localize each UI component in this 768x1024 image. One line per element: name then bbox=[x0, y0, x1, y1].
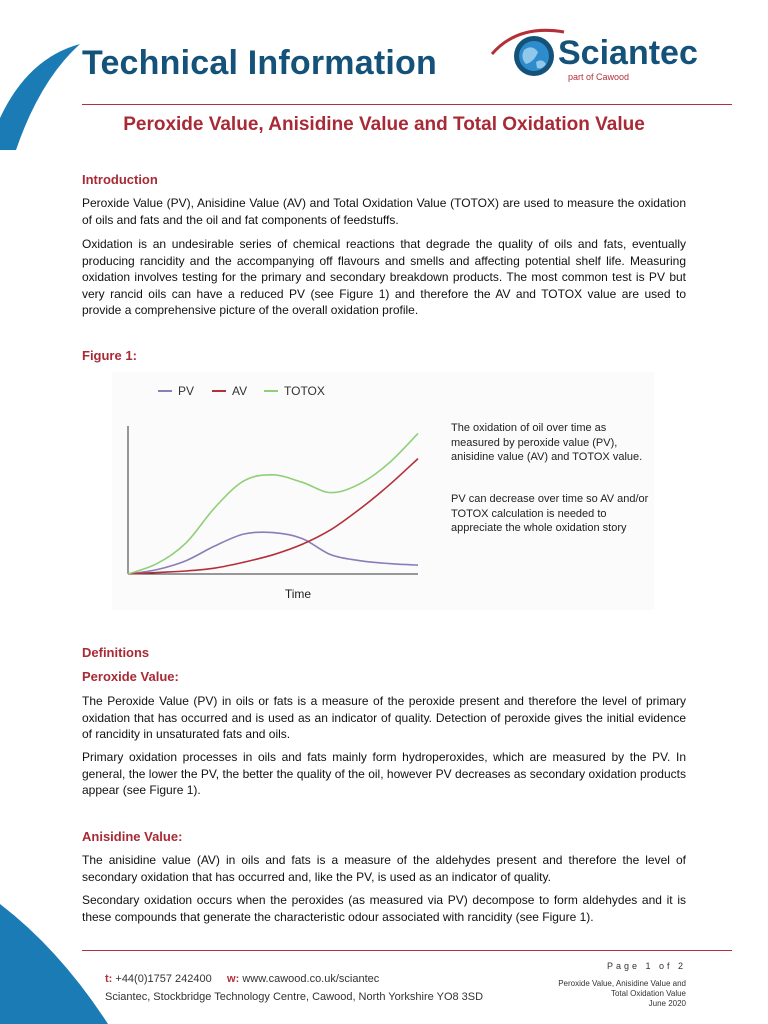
series-line-av bbox=[128, 459, 418, 574]
page-title: Technical Information bbox=[82, 44, 437, 82]
peroxide-value-heading: Peroxide Value: bbox=[82, 669, 179, 684]
peroxide-paragraph-1: The Peroxide Value (PV) in oils or fats is a measure of the peroxide present and therefore the level of primary oxidation that has occurred and is used as an indicator of quality. Detection of peroxide gives the initial evidence of rancidity in unsaturated fats and oils. bbox=[82, 694, 686, 741]
figure-note-1: The oxidation of oil over time as measured by peroxide value (PV), anisidine value (AV) and TOTOX value. bbox=[451, 422, 643, 463]
header-divider bbox=[82, 104, 732, 105]
corner-swoosh-bottom bbox=[0, 900, 113, 1024]
sciantec-logo bbox=[484, 24, 736, 88]
phone-label: t: bbox=[105, 973, 113, 985]
footer-divider bbox=[82, 950, 732, 951]
series-line-pv bbox=[128, 532, 418, 574]
peroxide-paragraph-2: Primary oxidation processes in oils and fats mainly form hydroperoxides, which are measured by the PV. In general, the lower the PV, the better the quality of the oil, however PV decreases as secondary oxidation products appear (see Figure 1). bbox=[82, 750, 686, 797]
legend-label-totox: TOTOX bbox=[284, 384, 325, 398]
anisidine-paragraph-1: The anisidine value (AV) in oils and fats is a measure of the aldehydes present and therefore the level of secondary oxidation that has occurred and, like the PV, is used as an indicator of quality. bbox=[82, 853, 686, 884]
anisidine-value-heading: Anisidine Value: bbox=[82, 829, 183, 844]
anisidine-paragraph-2: Secondary oxidation occurs when the peroxides (as measured via PV) decompose to form aldehydes and it is these compounds that generate the characteristic odour associated with rancidity (see Figure 1). bbox=[82, 893, 686, 924]
legend-label-pv: PV bbox=[178, 384, 195, 398]
chart-series-lines bbox=[128, 433, 418, 574]
logo-tagline: part of Cawood bbox=[568, 72, 630, 82]
intro-paragraph-2: Oxidation is an undesirable series of chemical reactions that degrade the quality of oils and fats, eventually producing rancidity and the accompanying off flavours and smells and affecting potential shelf life. Measuring oxidation involves testing for the primary and secondary breakdown products. The most common test is PV but very rancid oils can have a reduced PV (see Figure 1) and therefore the AV and TOTOX value are used to provide a comprehensive picture of the overall oxidation profile. bbox=[82, 237, 686, 317]
footer-date: June 2020 bbox=[648, 999, 686, 1008]
definitions-heading: Definitions bbox=[82, 645, 150, 660]
footer-address: Sciantec, Stockbridge Technology Centre, Cawood, North Yorkshire YO8 3SD bbox=[105, 991, 484, 1003]
website-link[interactable]: www.cawood.co.uk/sciantec bbox=[242, 973, 380, 985]
figure-label: Figure 1: bbox=[82, 348, 137, 363]
series-line-totox bbox=[128, 433, 418, 574]
logo-brand-text: Sciantec bbox=[558, 34, 698, 72]
oxidation-line-chart bbox=[112, 372, 452, 610]
figure-note-2: PV can decrease over time so AV and/or TOTOX calculation is needed to appreciate the whole oxidation story bbox=[451, 493, 649, 534]
introduction-heading: Introduction bbox=[82, 172, 158, 187]
x-axis-label: Time bbox=[284, 587, 312, 601]
footer-doc-title-1: Peroxide Value, Anisidine Value and bbox=[558, 979, 686, 988]
website-label: w: bbox=[227, 973, 240, 985]
intro-paragraph-1: Peroxide Value (PV), Anisidine Value (AV) and Total Oxidation Value (TOTOX) are used to measure the oxidation of oils and fats and the oil and fat components of feedstuffs. bbox=[82, 196, 686, 227]
document-subtitle: Peroxide Value, Anisidine Value and Total Oxidation Value bbox=[123, 114, 645, 135]
footer-contact-line bbox=[105, 973, 379, 985]
chart-legend bbox=[158, 384, 325, 398]
legend-label-av: AV bbox=[232, 384, 248, 398]
phone-number: +44(0)1757 242400 bbox=[115, 973, 212, 985]
page-number: Page 1 of 2 bbox=[606, 961, 686, 971]
footer-doc-title-2: Total Oxidation Value bbox=[610, 989, 686, 998]
